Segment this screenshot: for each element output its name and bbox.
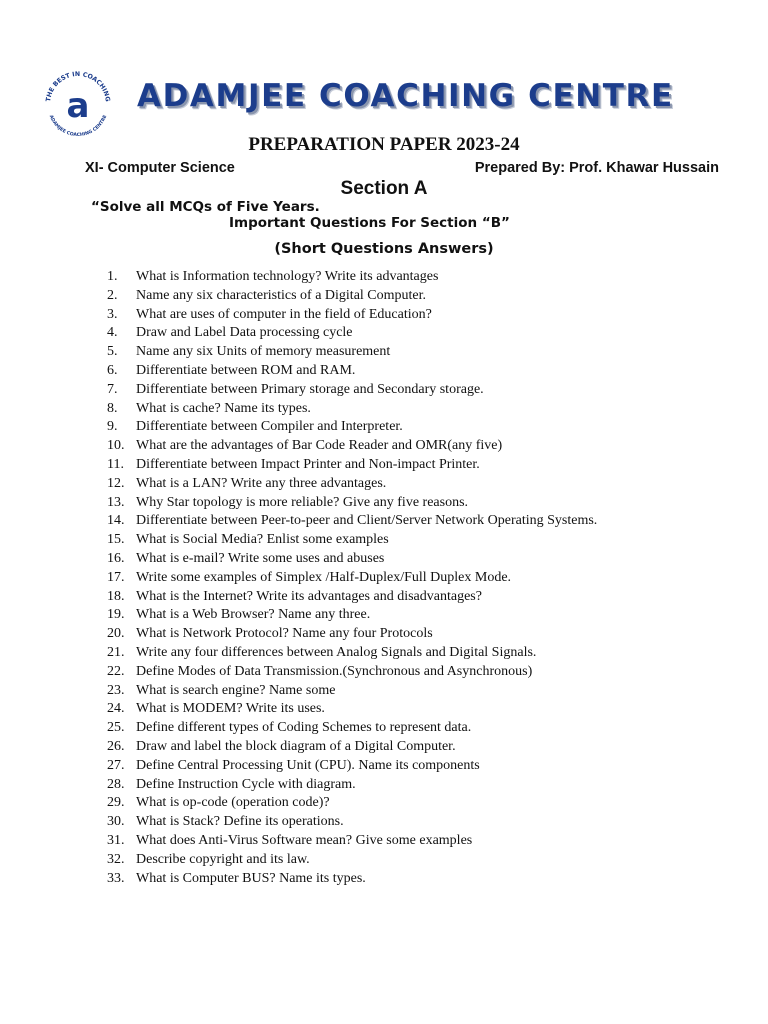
question-text: Draw and Label Data processing cycle xyxy=(136,325,353,341)
question-item xyxy=(107,682,747,701)
question-item xyxy=(107,813,747,832)
question-text: What is Information technology? Write its advantages xyxy=(136,269,439,284)
question-number: 27. xyxy=(107,757,125,773)
question-text: Draw and label the block diagram of a Digital Computer. xyxy=(136,738,456,754)
question-text: What is Network Protocol? Name any four Protocols xyxy=(136,626,433,642)
question-text: What is Stack? Define its operations. xyxy=(136,814,344,830)
logo-letter: a xyxy=(66,86,90,126)
question-text: Define Modes of Data Transmission.(Synchronous and Asynchronous) xyxy=(136,663,533,679)
question-item xyxy=(107,832,747,851)
short-questions-heading: (Short Questions Answers) xyxy=(274,241,494,257)
question-number: 19. xyxy=(107,607,125,623)
question-text: Differentiate between ROM and RAM. xyxy=(136,362,356,378)
question-number: 23. xyxy=(107,682,125,698)
question-text: What is Social Media? Enlist some examples xyxy=(136,532,389,548)
question-text: Write some examples of Simplex /Half-Duplex/Full Duplex Mode. xyxy=(136,569,512,585)
question-item xyxy=(107,851,747,870)
question-number: 29. xyxy=(107,795,125,811)
question-text: Differentiate between Peer-to-peer and Client/Server Network Operating Systems. xyxy=(136,513,598,529)
question-item xyxy=(107,719,747,738)
question-item xyxy=(107,625,747,644)
question-text: Define different types of Coding Schemes to represent data. xyxy=(136,720,472,736)
question-text: What is the Internet? Write its advantages and disadvantages? xyxy=(136,588,482,604)
brand-name: ADAMJEE COACHING CENTRE xyxy=(137,78,674,114)
question-text: Name any six characteristics of a Digital Computer. xyxy=(136,287,427,303)
question-number: 5. xyxy=(107,344,118,360)
question-number: 1. xyxy=(107,269,118,284)
question-item xyxy=(107,550,747,569)
question-text: What is e-mail? Write some uses and abuses xyxy=(136,550,385,566)
question-item xyxy=(107,512,747,531)
question-number: 7. xyxy=(107,381,118,397)
question-text: What is a LAN? Write any three advantages. xyxy=(136,475,387,491)
question-number: 11. xyxy=(107,456,124,472)
section-heading: Section A xyxy=(340,178,428,199)
question-number: 4. xyxy=(107,325,118,341)
question-item xyxy=(107,324,747,343)
question-text: Differentiate between Impact Printer and Non-impact Printer. xyxy=(136,456,480,472)
question-number: 31. xyxy=(107,832,125,848)
question-number: 8. xyxy=(107,400,118,416)
question-text: Differentiate between Compiler and Interpreter. xyxy=(136,419,403,435)
logo-arc-text: THE BEST IN COACHING xyxy=(45,70,111,103)
question-item xyxy=(107,437,747,456)
question-text: What is MODEM? Write its uses. xyxy=(136,701,325,717)
question-item xyxy=(107,531,747,550)
important-questions-heading: Important Questions For Section “B” xyxy=(229,215,510,231)
question-text: What are the advantages of Bar Code Reader and OMR(any five) xyxy=(136,438,503,454)
subject-label: XI- Computer Science xyxy=(85,160,235,176)
question-number: 28. xyxy=(107,776,125,792)
question-number: 24. xyxy=(107,701,125,717)
question-item xyxy=(107,588,747,607)
question-number: 10. xyxy=(107,438,125,454)
question-number: 22. xyxy=(107,663,125,679)
logo-arc-text-bottom: ADAMJEE COACHING CENTRE xyxy=(47,114,109,139)
question-text: Name any six Units of memory measurement xyxy=(136,344,391,360)
question-text: Describe copyright and its law. xyxy=(136,851,310,867)
question-number: 14. xyxy=(107,513,125,529)
coaching-logo xyxy=(40,66,116,142)
question-number: 17. xyxy=(107,569,125,585)
question-text: Define Central Processing Unit (CPU). Name its components xyxy=(136,757,480,773)
question-item xyxy=(107,776,747,795)
question-item xyxy=(107,794,747,813)
question-item xyxy=(107,306,747,325)
question-number: 18. xyxy=(107,588,125,604)
question-item xyxy=(107,456,747,475)
question-item xyxy=(107,268,747,287)
question-list xyxy=(107,268,747,888)
prepared-by: Prepared By: Prof. Khawar Hussain xyxy=(474,160,719,176)
question-number: 26. xyxy=(107,738,125,754)
question-item xyxy=(107,475,747,494)
question-text: Write any four differences between Analog Signals and Digital Signals. xyxy=(136,644,537,660)
question-text: What is cache? Name its types. xyxy=(136,400,311,416)
question-item xyxy=(107,606,747,625)
question-item xyxy=(107,663,747,682)
question-number: 21. xyxy=(107,644,125,660)
question-number: 9. xyxy=(107,419,118,435)
question-item xyxy=(107,569,747,588)
question-number: 30. xyxy=(107,814,125,830)
question-text: What does Anti-Virus Software mean? Give some examples xyxy=(136,832,473,848)
mcq-instruction: “Solve all MCQs of Five Years. xyxy=(91,199,320,215)
question-item xyxy=(107,644,747,663)
question-text: What is a Web Browser? Name any three. xyxy=(136,607,371,623)
question-item xyxy=(107,738,747,757)
question-text: What is op-code (operation code)? xyxy=(136,795,330,811)
question-item xyxy=(107,400,747,419)
question-text: Differentiate between Primary storage and Secondary storage. xyxy=(136,381,484,397)
question-item xyxy=(107,757,747,776)
question-text: What is Computer BUS? Name its types. xyxy=(136,870,366,886)
question-number: 13. xyxy=(107,494,125,510)
question-number: 32. xyxy=(107,851,125,867)
question-number: 20. xyxy=(107,626,125,642)
question-item xyxy=(107,362,747,381)
question-item xyxy=(107,494,747,513)
question-number: 3. xyxy=(107,306,118,322)
question-item xyxy=(107,870,747,889)
question-text: What is search engine? Name some xyxy=(136,682,336,698)
question-item xyxy=(107,418,747,437)
question-number: 16. xyxy=(107,550,125,566)
question-item xyxy=(107,700,747,719)
question-number: 6. xyxy=(107,362,118,378)
question-number: 15. xyxy=(107,532,125,548)
question-item xyxy=(107,381,747,400)
question-text: What are uses of computer in the field of Education? xyxy=(136,306,432,322)
question-item xyxy=(107,343,747,362)
question-number: 33. xyxy=(107,870,125,886)
question-text: Define Instruction Cycle with diagram. xyxy=(136,776,356,792)
question-item xyxy=(107,287,747,306)
question-number: 2. xyxy=(107,287,118,303)
question-number: 25. xyxy=(107,720,125,736)
question-number: 12. xyxy=(107,475,125,491)
paper-title: PREPARATION PAPER 2023-24 xyxy=(248,134,520,155)
question-text: Why Star topology is more reliable? Give any five reasons. xyxy=(136,494,469,510)
